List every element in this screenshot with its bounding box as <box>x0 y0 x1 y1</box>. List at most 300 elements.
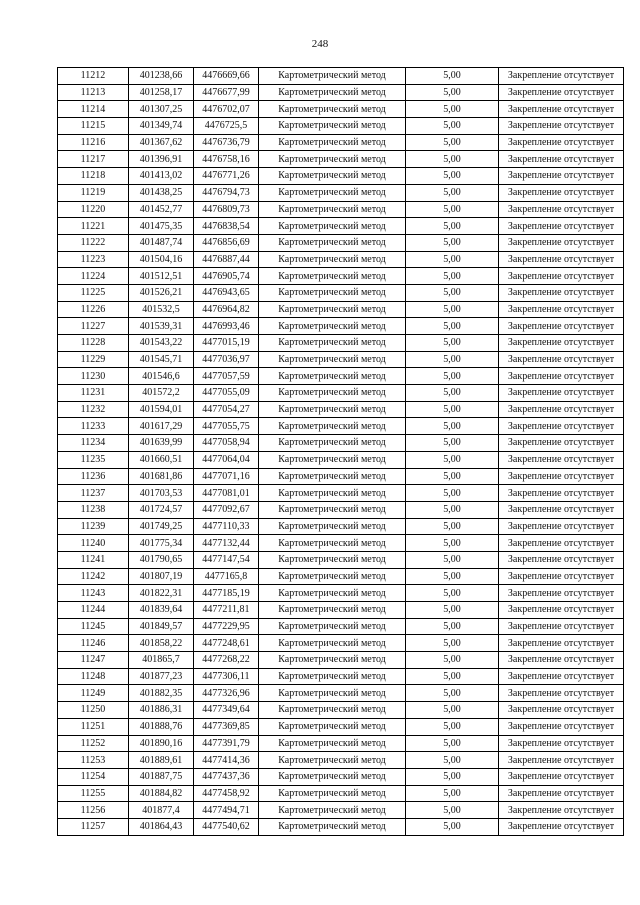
accuracy-cell: 5,00 <box>406 401 499 418</box>
method-cell: Картометрический метод <box>259 118 406 135</box>
point-number-cell: 11221 <box>58 218 129 235</box>
point-number-cell: 11237 <box>58 485 129 502</box>
point-number-cell: 11252 <box>58 735 129 752</box>
fixation-cell: Закрепление отсутствует <box>499 702 624 719</box>
method-cell: Картометрический метод <box>259 184 406 201</box>
accuracy-cell: 5,00 <box>406 118 499 135</box>
fixation-cell: Закрепление отсутствует <box>499 718 624 735</box>
fixation-cell: Закрепление отсутствует <box>499 602 624 619</box>
accuracy-cell: 5,00 <box>406 84 499 101</box>
fixation-cell: Закрепление отсутствует <box>499 518 624 535</box>
method-cell: Картометрический метод <box>259 84 406 101</box>
table-row <box>58 818 624 835</box>
accuracy-cell: 5,00 <box>406 702 499 719</box>
table-row <box>58 735 624 752</box>
point-number-cell: 11255 <box>58 785 129 802</box>
table-row <box>58 401 624 418</box>
method-cell: Картометрический метод <box>259 468 406 485</box>
fixation-cell: Закрепление отсутствует <box>499 368 624 385</box>
method-cell: Картометрический метод <box>259 351 406 368</box>
method-cell: Картометрический метод <box>259 718 406 735</box>
x-coordinate-cell: 401890,16 <box>129 735 194 752</box>
accuracy-cell: 5,00 <box>406 685 499 702</box>
method-cell: Картометрический метод <box>259 301 406 318</box>
point-number-cell: 11248 <box>58 668 129 685</box>
table-row <box>58 652 624 669</box>
point-number-cell: 11233 <box>58 418 129 435</box>
method-cell: Картометрический метод <box>259 635 406 652</box>
table-row <box>58 752 624 769</box>
x-coordinate-cell: 401858,22 <box>129 635 194 652</box>
accuracy-cell: 5,00 <box>406 468 499 485</box>
accuracy-cell: 5,00 <box>406 151 499 168</box>
accuracy-cell: 5,00 <box>406 668 499 685</box>
table-row <box>58 718 624 735</box>
table-row <box>58 184 624 201</box>
x-coordinate-cell: 401617,29 <box>129 418 194 435</box>
method-cell: Картометрический метод <box>259 785 406 802</box>
accuracy-cell: 5,00 <box>406 485 499 502</box>
point-number-cell: 11245 <box>58 618 129 635</box>
table-row <box>58 134 624 151</box>
table-row <box>58 201 624 218</box>
y-coordinate-cell: 4477248,61 <box>194 635 259 652</box>
x-coordinate-cell: 401849,57 <box>129 618 194 635</box>
fixation-cell: Закрепление отсутствует <box>499 485 624 502</box>
x-coordinate-cell: 401546,6 <box>129 368 194 385</box>
accuracy-cell: 5,00 <box>406 418 499 435</box>
table-row <box>58 518 624 535</box>
x-coordinate-cell: 401543,22 <box>129 335 194 352</box>
y-coordinate-cell: 4477414,36 <box>194 752 259 769</box>
point-number-cell: 11228 <box>58 335 129 352</box>
y-coordinate-cell: 4477110,33 <box>194 518 259 535</box>
method-cell: Картометрический метод <box>259 68 406 85</box>
method-cell: Картометрический метод <box>259 151 406 168</box>
table-row <box>58 451 624 468</box>
x-coordinate-cell: 401865,7 <box>129 652 194 669</box>
fixation-cell: Закрепление отсутствует <box>499 401 624 418</box>
y-coordinate-cell: 4477306,11 <box>194 668 259 685</box>
point-number-cell: 11234 <box>58 435 129 452</box>
accuracy-cell: 5,00 <box>406 134 499 151</box>
y-coordinate-cell: 4476993,46 <box>194 318 259 335</box>
fixation-cell: Закрепление отсутствует <box>499 468 624 485</box>
table-row <box>58 251 624 268</box>
y-coordinate-cell: 4477185,19 <box>194 585 259 602</box>
fixation-cell: Закрепление отсутствует <box>499 785 624 802</box>
coordinates-table <box>57 67 624 836</box>
method-cell: Картометрический метод <box>259 551 406 568</box>
x-coordinate-cell: 401839,64 <box>129 602 194 619</box>
table-row <box>58 635 624 652</box>
x-coordinate-cell: 401639,99 <box>129 435 194 452</box>
point-number-cell: 11229 <box>58 351 129 368</box>
point-number-cell: 11225 <box>58 284 129 301</box>
point-number-cell: 11217 <box>58 151 129 168</box>
fixation-cell: Закрепление отсутствует <box>499 501 624 518</box>
method-cell: Картометрический метод <box>259 535 406 552</box>
fixation-cell: Закрепление отсутствует <box>499 134 624 151</box>
fixation-cell: Закрепление отсутствует <box>499 184 624 201</box>
table-row <box>58 101 624 118</box>
accuracy-cell: 5,00 <box>406 652 499 669</box>
y-coordinate-cell: 4477092,67 <box>194 501 259 518</box>
fixation-cell: Закрепление отсутствует <box>499 652 624 669</box>
method-cell: Картометрический метод <box>259 818 406 835</box>
method-cell: Картометрический метод <box>259 685 406 702</box>
method-cell: Картометрический метод <box>259 168 406 185</box>
table-row <box>58 234 624 251</box>
y-coordinate-cell: 4476736,79 <box>194 134 259 151</box>
x-coordinate-cell: 401807,19 <box>129 568 194 585</box>
fixation-cell: Закрепление отсутствует <box>499 151 624 168</box>
fixation-cell: Закрепление отсутствует <box>499 768 624 785</box>
y-coordinate-cell: 4476677,99 <box>194 84 259 101</box>
fixation-cell: Закрепление отсутствует <box>499 585 624 602</box>
accuracy-cell: 5,00 <box>406 785 499 802</box>
x-coordinate-cell: 401877,23 <box>129 668 194 685</box>
accuracy-cell: 5,00 <box>406 451 499 468</box>
fixation-cell: Закрепление отсутствует <box>499 551 624 568</box>
x-coordinate-cell: 401886,31 <box>129 702 194 719</box>
x-coordinate-cell: 401660,51 <box>129 451 194 468</box>
accuracy-cell: 5,00 <box>406 268 499 285</box>
fixation-cell: Закрепление отсутствует <box>499 668 624 685</box>
table-row <box>58 435 624 452</box>
method-cell: Картометрический метод <box>259 385 406 402</box>
x-coordinate-cell: 401545,71 <box>129 351 194 368</box>
table-row <box>58 368 624 385</box>
table-row <box>58 418 624 435</box>
table-row <box>58 568 624 585</box>
x-coordinate-cell: 401749,25 <box>129 518 194 535</box>
accuracy-cell: 5,00 <box>406 301 499 318</box>
point-number-cell: 11212 <box>58 68 129 85</box>
y-coordinate-cell: 4477391,79 <box>194 735 259 752</box>
x-coordinate-cell: 401238,66 <box>129 68 194 85</box>
accuracy-cell: 5,00 <box>406 168 499 185</box>
y-coordinate-cell: 4476887,44 <box>194 251 259 268</box>
accuracy-cell: 5,00 <box>406 284 499 301</box>
accuracy-cell: 5,00 <box>406 735 499 752</box>
method-cell: Картометрический метод <box>259 251 406 268</box>
x-coordinate-cell: 401724,57 <box>129 501 194 518</box>
accuracy-cell: 5,00 <box>406 368 499 385</box>
y-coordinate-cell: 4476943,65 <box>194 284 259 301</box>
fixation-cell: Закрепление отсутствует <box>499 201 624 218</box>
point-number-cell: 11219 <box>58 184 129 201</box>
accuracy-cell: 5,00 <box>406 385 499 402</box>
accuracy-cell: 5,00 <box>406 184 499 201</box>
method-cell: Картометрический метод <box>259 418 406 435</box>
table-row <box>58 118 624 135</box>
method-cell: Картометрический метод <box>259 284 406 301</box>
method-cell: Картометрический метод <box>259 218 406 235</box>
fixation-cell: Закрепление отсутствует <box>499 284 624 301</box>
point-number-cell: 11246 <box>58 635 129 652</box>
method-cell: Картометрический метод <box>259 201 406 218</box>
y-coordinate-cell: 4476725,5 <box>194 118 259 135</box>
y-coordinate-cell: 4476702,07 <box>194 101 259 118</box>
y-coordinate-cell: 4476964,82 <box>194 301 259 318</box>
table-row <box>58 501 624 518</box>
fixation-cell: Закрепление отсутствует <box>499 251 624 268</box>
table-row <box>58 602 624 619</box>
table-row <box>58 318 624 335</box>
fixation-cell: Закрепление отсутствует <box>499 568 624 585</box>
fixation-cell: Закрепление отсутствует <box>499 435 624 452</box>
fixation-cell: Закрепление отсутствует <box>499 635 624 652</box>
point-number-cell: 11218 <box>58 168 129 185</box>
y-coordinate-cell: 4477268,22 <box>194 652 259 669</box>
table-row <box>58 668 624 685</box>
table-row <box>58 702 624 719</box>
table-row <box>58 585 624 602</box>
y-coordinate-cell: 4477540,62 <box>194 818 259 835</box>
accuracy-cell: 5,00 <box>406 435 499 452</box>
x-coordinate-cell: 401572,2 <box>129 385 194 402</box>
method-cell: Картометрический метод <box>259 101 406 118</box>
point-number-cell: 11230 <box>58 368 129 385</box>
x-coordinate-cell: 401790,65 <box>129 551 194 568</box>
fixation-cell: Закрепление отсутствует <box>499 168 624 185</box>
table-row <box>58 685 624 702</box>
accuracy-cell: 5,00 <box>406 535 499 552</box>
table-row <box>58 802 624 819</box>
point-number-cell: 11223 <box>58 251 129 268</box>
y-coordinate-cell: 4477057,59 <box>194 368 259 385</box>
method-cell: Картометрический метод <box>259 318 406 335</box>
y-coordinate-cell: 4477326,96 <box>194 685 259 702</box>
fixation-cell: Закрепление отсутствует <box>499 385 624 402</box>
point-number-cell: 11247 <box>58 652 129 669</box>
table-row <box>58 301 624 318</box>
point-number-cell: 11235 <box>58 451 129 468</box>
method-cell: Картометрический метод <box>259 134 406 151</box>
y-coordinate-cell: 4477071,16 <box>194 468 259 485</box>
x-coordinate-cell: 401884,82 <box>129 785 194 802</box>
x-coordinate-cell: 401349,74 <box>129 118 194 135</box>
x-coordinate-cell: 401882,35 <box>129 685 194 702</box>
point-number-cell: 11239 <box>58 518 129 535</box>
point-number-cell: 11226 <box>58 301 129 318</box>
method-cell: Картометрический метод <box>259 702 406 719</box>
x-coordinate-cell: 401888,76 <box>129 718 194 735</box>
accuracy-cell: 5,00 <box>406 635 499 652</box>
x-coordinate-cell: 401775,34 <box>129 535 194 552</box>
method-cell: Картометрический метод <box>259 602 406 619</box>
x-coordinate-cell: 401475,35 <box>129 218 194 235</box>
method-cell: Картометрический метод <box>259 435 406 452</box>
x-coordinate-cell: 401307,25 <box>129 101 194 118</box>
point-number-cell: 11241 <box>58 551 129 568</box>
point-number-cell: 11254 <box>58 768 129 785</box>
table-row <box>58 284 624 301</box>
method-cell: Картометрический метод <box>259 802 406 819</box>
y-coordinate-cell: 4477494,71 <box>194 802 259 819</box>
point-number-cell: 11240 <box>58 535 129 552</box>
accuracy-cell: 5,00 <box>406 768 499 785</box>
method-cell: Картометрический метод <box>259 752 406 769</box>
point-number-cell: 11250 <box>58 702 129 719</box>
point-number-cell: 11249 <box>58 685 129 702</box>
coordinates-table-body <box>58 68 624 836</box>
method-cell: Картометрический метод <box>259 368 406 385</box>
y-coordinate-cell: 4476856,69 <box>194 234 259 251</box>
x-coordinate-cell: 401532,5 <box>129 301 194 318</box>
table-row <box>58 785 624 802</box>
x-coordinate-cell: 401504,16 <box>129 251 194 268</box>
table-row <box>58 468 624 485</box>
y-coordinate-cell: 4477058,94 <box>194 435 259 452</box>
accuracy-cell: 5,00 <box>406 802 499 819</box>
method-cell: Картометрический метод <box>259 501 406 518</box>
y-coordinate-cell: 4476809,73 <box>194 201 259 218</box>
accuracy-cell: 5,00 <box>406 351 499 368</box>
table-row <box>58 618 624 635</box>
fixation-cell: Закрепление отсутствует <box>499 234 624 251</box>
x-coordinate-cell: 401864,43 <box>129 818 194 835</box>
accuracy-cell: 5,00 <box>406 335 499 352</box>
method-cell: Картометрический метод <box>259 768 406 785</box>
x-coordinate-cell: 401594,01 <box>129 401 194 418</box>
y-coordinate-cell: 4477458,92 <box>194 785 259 802</box>
method-cell: Картометрический метод <box>259 401 406 418</box>
accuracy-cell: 5,00 <box>406 68 499 85</box>
fixation-cell: Закрепление отсутствует <box>499 451 624 468</box>
y-coordinate-cell: 4477132,44 <box>194 535 259 552</box>
fixation-cell: Закрепление отсутствует <box>499 84 624 101</box>
point-number-cell: 11243 <box>58 585 129 602</box>
x-coordinate-cell: 401877,4 <box>129 802 194 819</box>
accuracy-cell: 5,00 <box>406 218 499 235</box>
y-coordinate-cell: 4477064,04 <box>194 451 259 468</box>
fixation-cell: Закрепление отсутствует <box>499 301 624 318</box>
x-coordinate-cell: 401703,53 <box>129 485 194 502</box>
fixation-cell: Закрепление отсутствует <box>499 818 624 835</box>
method-cell: Картометрический метод <box>259 652 406 669</box>
fixation-cell: Закрепление отсутствует <box>499 218 624 235</box>
fixation-cell: Закрепление отсутствует <box>499 535 624 552</box>
fixation-cell: Закрепление отсутствует <box>499 318 624 335</box>
y-coordinate-cell: 4476669,66 <box>194 68 259 85</box>
y-coordinate-cell: 4477054,27 <box>194 401 259 418</box>
accuracy-cell: 5,00 <box>406 501 499 518</box>
y-coordinate-cell: 4477165,8 <box>194 568 259 585</box>
point-number-cell: 11227 <box>58 318 129 335</box>
x-coordinate-cell: 401438,25 <box>129 184 194 201</box>
method-cell: Картометрический метод <box>259 585 406 602</box>
y-coordinate-cell: 4476771,26 <box>194 168 259 185</box>
fixation-cell: Закрепление отсутствует <box>499 618 624 635</box>
y-coordinate-cell: 4476794,73 <box>194 184 259 201</box>
point-number-cell: 11224 <box>58 268 129 285</box>
point-number-cell: 11236 <box>58 468 129 485</box>
point-number-cell: 11220 <box>58 201 129 218</box>
accuracy-cell: 5,00 <box>406 318 499 335</box>
table-row <box>58 335 624 352</box>
point-number-cell: 11244 <box>58 602 129 619</box>
x-coordinate-cell: 401526,21 <box>129 284 194 301</box>
y-coordinate-cell: 4477147,54 <box>194 551 259 568</box>
y-coordinate-cell: 4477055,09 <box>194 385 259 402</box>
accuracy-cell: 5,00 <box>406 518 499 535</box>
y-coordinate-cell: 4476905,74 <box>194 268 259 285</box>
y-coordinate-cell: 4477081,01 <box>194 485 259 502</box>
method-cell: Картометрический метод <box>259 451 406 468</box>
table-row <box>58 268 624 285</box>
accuracy-cell: 5,00 <box>406 251 499 268</box>
point-number-cell: 11216 <box>58 134 129 151</box>
fixation-cell: Закрепление отсутствует <box>499 118 624 135</box>
x-coordinate-cell: 401367,62 <box>129 134 194 151</box>
point-number-cell: 11213 <box>58 84 129 101</box>
table-row <box>58 768 624 785</box>
method-cell: Картометрический метод <box>259 485 406 502</box>
y-coordinate-cell: 4476758,16 <box>194 151 259 168</box>
point-number-cell: 11257 <box>58 818 129 835</box>
table-row <box>58 151 624 168</box>
fixation-cell: Закрепление отсутствует <box>499 685 624 702</box>
point-number-cell: 11238 <box>58 501 129 518</box>
method-cell: Картометрический метод <box>259 735 406 752</box>
method-cell: Картометрический метод <box>259 335 406 352</box>
x-coordinate-cell: 401258,17 <box>129 84 194 101</box>
method-cell: Картометрический метод <box>259 518 406 535</box>
y-coordinate-cell: 4477055,75 <box>194 418 259 435</box>
x-coordinate-cell: 401681,86 <box>129 468 194 485</box>
accuracy-cell: 5,00 <box>406 602 499 619</box>
point-number-cell: 11256 <box>58 802 129 819</box>
y-coordinate-cell: 4477369,85 <box>194 718 259 735</box>
table-row <box>58 168 624 185</box>
table-row <box>58 68 624 85</box>
fixation-cell: Закрепление отсутствует <box>499 268 624 285</box>
x-coordinate-cell: 401822,31 <box>129 585 194 602</box>
table-row <box>58 84 624 101</box>
x-coordinate-cell: 401887,75 <box>129 768 194 785</box>
method-cell: Картометрический метод <box>259 234 406 251</box>
x-coordinate-cell: 401413,02 <box>129 168 194 185</box>
y-coordinate-cell: 4477349,64 <box>194 702 259 719</box>
fixation-cell: Закрепление отсутствует <box>499 752 624 769</box>
y-coordinate-cell: 4477211,81 <box>194 602 259 619</box>
y-coordinate-cell: 4477015,19 <box>194 335 259 352</box>
point-number-cell: 11215 <box>58 118 129 135</box>
fixation-cell: Закрепление отсутствует <box>499 351 624 368</box>
page-number: 248 <box>311 38 329 50</box>
accuracy-cell: 5,00 <box>406 618 499 635</box>
x-coordinate-cell: 401452,77 <box>129 201 194 218</box>
table-row <box>58 385 624 402</box>
table-row <box>58 551 624 568</box>
accuracy-cell: 5,00 <box>406 551 499 568</box>
y-coordinate-cell: 4477437,36 <box>194 768 259 785</box>
point-number-cell: 11242 <box>58 568 129 585</box>
accuracy-cell: 5,00 <box>406 818 499 835</box>
method-cell: Картометрический метод <box>259 668 406 685</box>
table-row <box>58 351 624 368</box>
fixation-cell: Закрепление отсутствует <box>499 335 624 352</box>
method-cell: Картометрический метод <box>259 268 406 285</box>
fixation-cell: Закрепление отсутствует <box>499 418 624 435</box>
fixation-cell: Закрепление отсутствует <box>499 101 624 118</box>
point-number-cell: 11214 <box>58 101 129 118</box>
accuracy-cell: 5,00 <box>406 568 499 585</box>
fixation-cell: Закрепление отсутствует <box>499 802 624 819</box>
y-coordinate-cell: 4476838,54 <box>194 218 259 235</box>
